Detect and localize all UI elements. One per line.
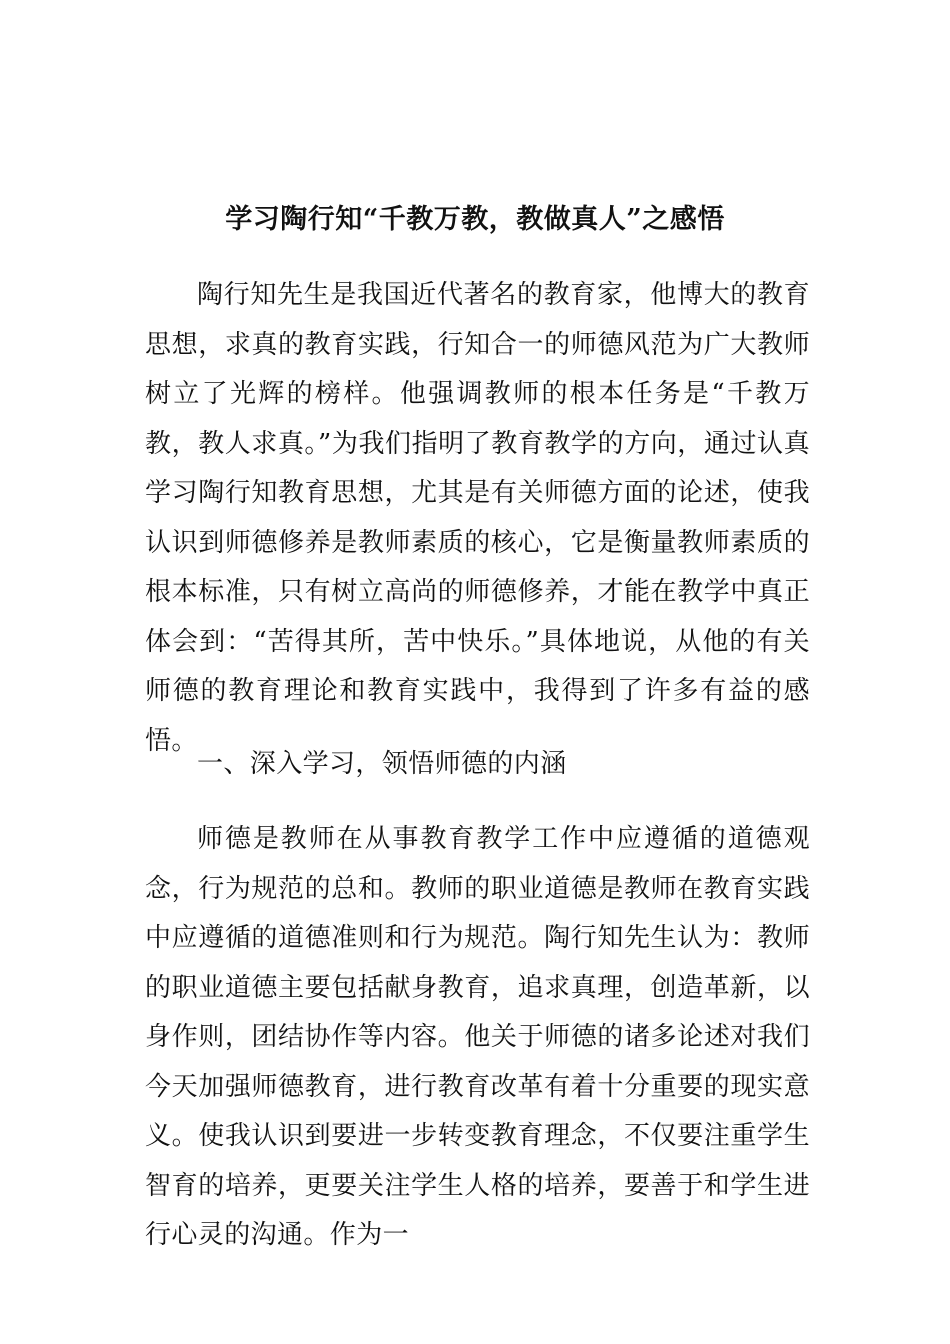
section-heading: 一、深入学习，领悟师德的内涵 [197,749,567,779]
body-paragraph: 陶行知先生是我国近代著名的教育家，他博大的教育思想，求真的教育实践，行知合一的师德风范为广大教师树立了光辉的榜样。他强调教师的根本任务是“千教万教，教人求真。”为我们指明了教育教学的方向，通过认真学习陶行知教育思想，尤其是有关师德方面的论述，使我认识到师德修养是教师素质的核心，它是衡量教师素质的根本标准，只有树立高尚的师德修养，才能在教学中真正体会到：“苦得其所，苦中快乐。”具体地说，从他的有关师德的教育理论和教育实践中，我得到了许多有益的感悟。 [145,280,810,756]
body-paragraph-1-wrapper [145,271,810,766]
document-title: 学习陶行知“千教万教，教做真人”之感悟 [225,204,725,235]
section-heading-wrapper [145,740,810,790]
body-paragraph-2-wrapper [145,815,810,1261]
body-paragraph: 师德是教师在从事教育教学工作中应遵循的道德观念，行为规范的总和。教师的职业道德是教师在教育实践中应遵循的道德准则和行为规范。陶行知先生认为：教师的职业道德主要包括献身教育，追求真理，创造革新，以身作则，团结协作等内容。他关于师德的诸多论述对我们今天加强师德教育，进行教育改革有着十分重要的现实意义。使我认识到要进一步转变教育理念，不仅要注重学生智育的培养，更要关注学生人格的培养，要善于和学生进行心灵的沟通。作为一 [145,824,810,1250]
